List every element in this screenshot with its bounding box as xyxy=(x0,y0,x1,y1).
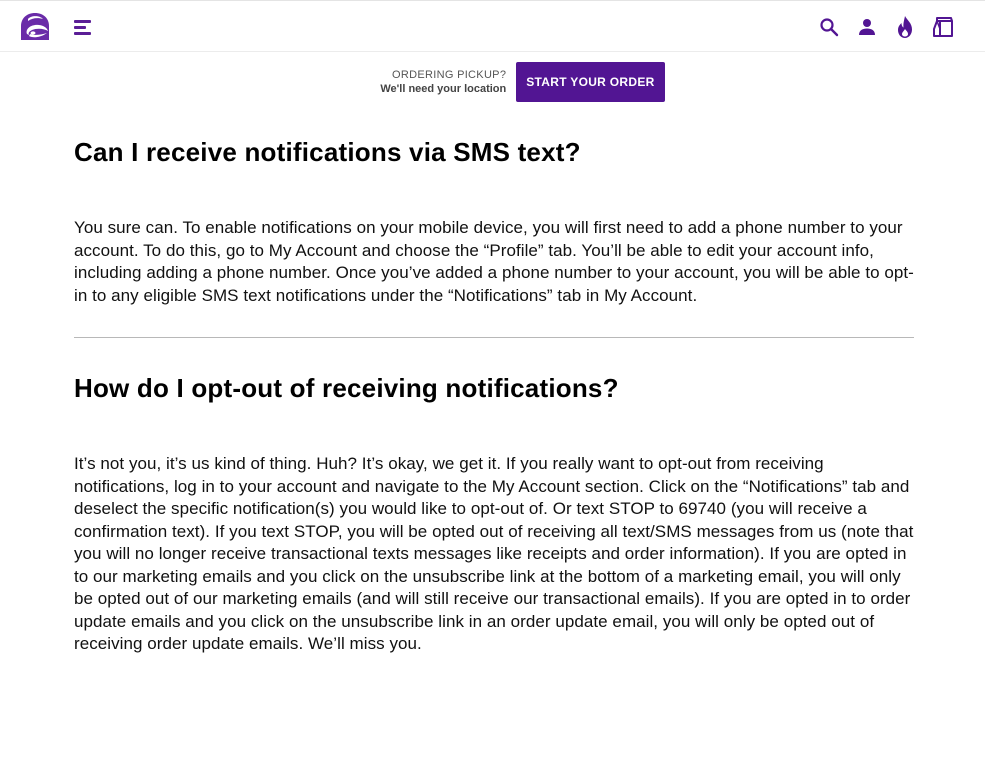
fire-rewards-icon[interactable] xyxy=(893,13,917,41)
bag-icon[interactable] xyxy=(931,13,955,41)
search-icon[interactable] xyxy=(817,13,841,41)
bell-logo-icon xyxy=(19,12,51,41)
faq-answer: You sure can. To enable notifications on your mobile device, you will first need to add a phone number to your account. To do this, go to My Account and choose the “Profile” tab. You’ll be able to edit your account info, including adding a phone number. Once you’ve added a phone number to your account, you will be able to opt-in to any eligible SMS text notifications under the “Notifications” tab in My Account. xyxy=(74,218,914,305)
pickup-prompt xyxy=(380,68,506,96)
faq-question: Can I receive notifications via SMS text? xyxy=(74,137,581,167)
faq-content xyxy=(74,130,914,656)
account-icon[interactable] xyxy=(855,13,879,41)
faq-question: How do I opt-out of receiving notifications? xyxy=(74,373,619,403)
faq-answer: It’s not you, it’s us kind of thing. Huh? It’s okay, we get it. If you really want to opt-out from receiving notifications, log in to your account and navigate to the My Account section. Click on the “Notifications” tab and deselect the specific notification(s) you would like to opt-out of. Or text STOP to 69740 (you will receive a confirmation text). If you text STOP, you will be opted out of receiving all text/SMS messages from us (note that you will no longer receive transactional texts messages like receipts and order information). If you are opted in to our marketing emails and you click on the unsubscribe link at the bottom of a marketing email, you will only be opted out of our marketing emails (and will still receive our transactional emails). If you are opted in to order update emails and you click on the unsubscribe link in an order update email, you will only be opted out of receiving order update emails. We’ll miss you. xyxy=(74,454,914,653)
pickup-question: ORDERING PICKUP? xyxy=(392,69,507,81)
hamburger-menu-icon[interactable] xyxy=(74,20,92,34)
site-header xyxy=(0,0,985,52)
pickup-location-note: We'll need your location xyxy=(380,83,507,95)
faq-divider xyxy=(74,337,914,338)
faq-item xyxy=(74,366,914,656)
faq-item xyxy=(74,130,914,307)
start-order-button[interactable]: START YOUR ORDER xyxy=(516,62,664,102)
pickup-banner xyxy=(0,62,985,102)
taco-bell-logo[interactable] xyxy=(19,12,51,41)
header-actions xyxy=(817,13,955,41)
